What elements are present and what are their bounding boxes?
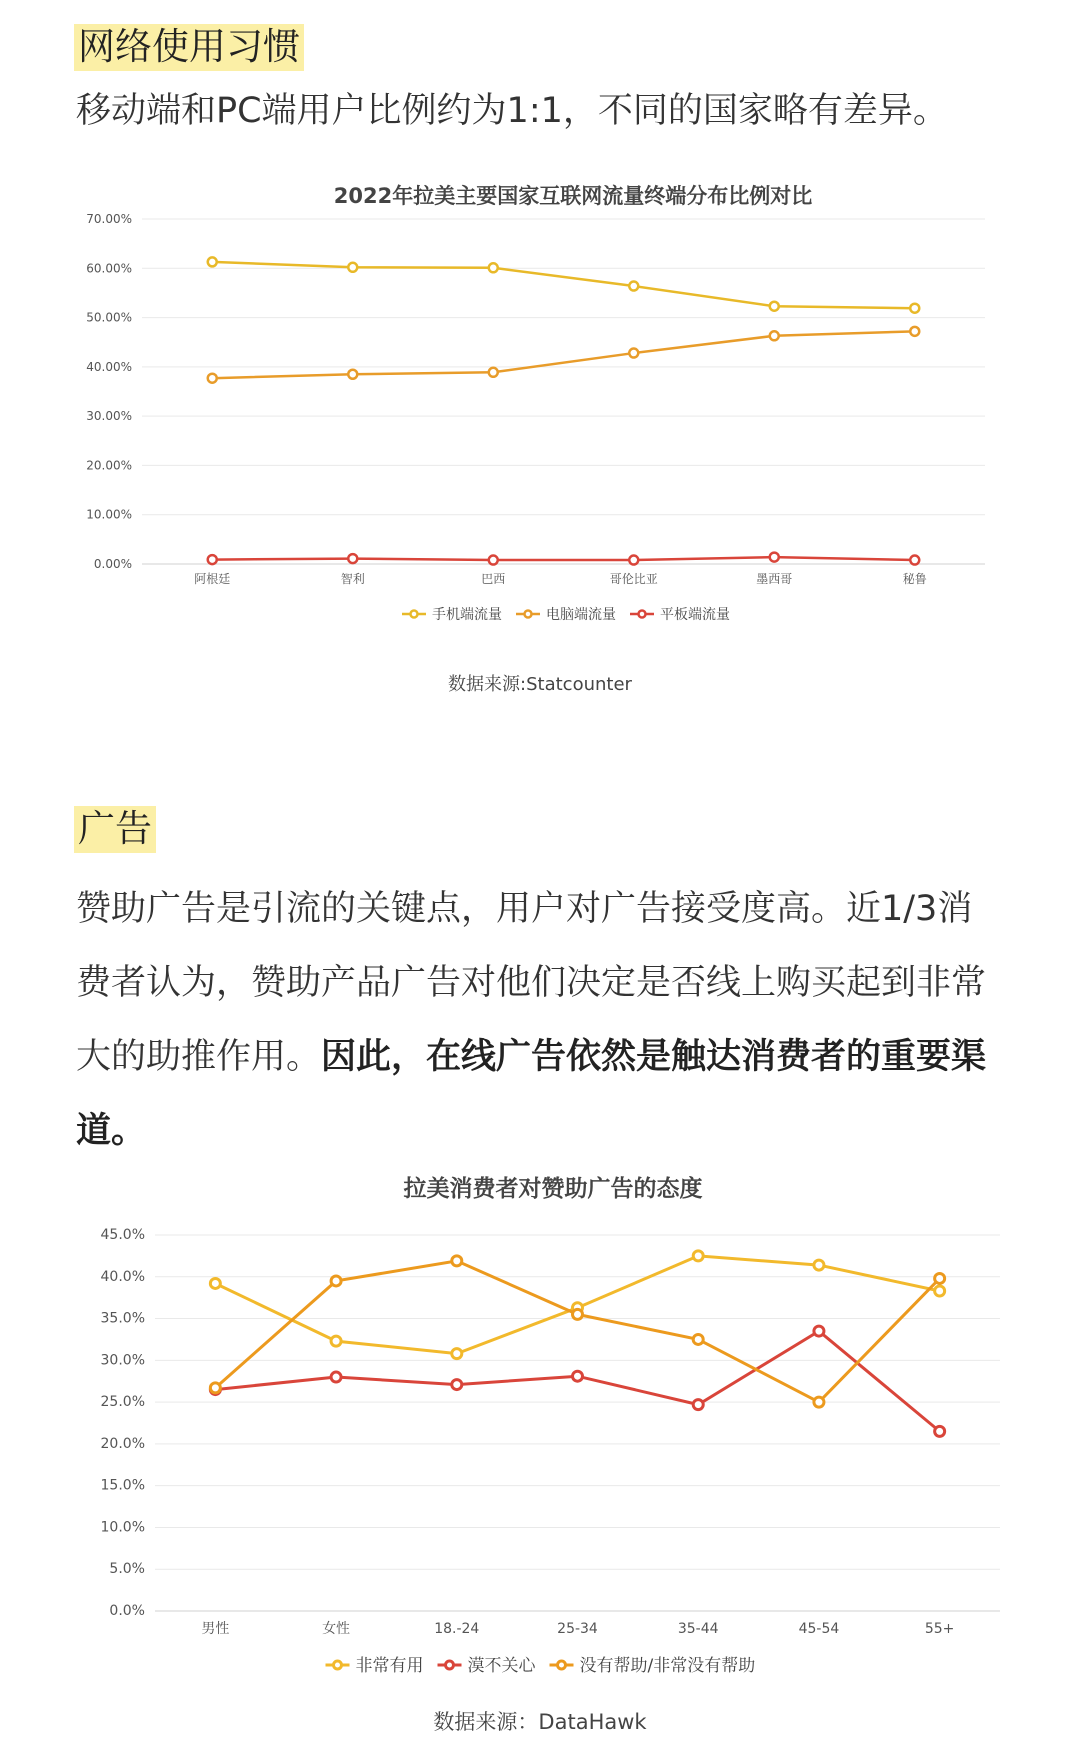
- x-tick-label: 哥伦比亚: [609, 572, 658, 586]
- y-tick-label: 0.00%: [93, 557, 132, 571]
- y-tick-label: 50.00%: [86, 310, 132, 325]
- x-tick-label: 55+: [924, 1621, 955, 1637]
- legend-swatch-marker: [446, 1661, 454, 1669]
- chart1-source: 数据来源:Statcounter: [448, 674, 632, 695]
- y-tick-label: 40.00%: [86, 359, 132, 374]
- x-tick-label: 18.-24: [434, 1621, 480, 1637]
- data-point: [693, 1400, 703, 1410]
- data-point: [935, 1286, 945, 1296]
- y-tick-label: 70.00%: [86, 212, 132, 226]
- chart-title: 2022年拉美主要国家互联网流量终端分布比例对比: [333, 184, 813, 208]
- y-tick-label: 30.00%: [86, 409, 132, 424]
- data-point: [693, 1251, 703, 1261]
- data-point: [348, 370, 357, 379]
- data-point: [910, 304, 919, 313]
- legend-swatch-marker: [639, 611, 646, 618]
- data-point: [910, 327, 919, 336]
- y-tick-label: 10.00%: [86, 507, 132, 522]
- y-tick-label: 60.00%: [86, 261, 132, 276]
- data-point: [210, 1383, 220, 1393]
- data-point: [770, 302, 779, 311]
- data-point: [693, 1334, 703, 1344]
- y-tick-label: 20.00%: [86, 458, 132, 473]
- data-point: [348, 554, 357, 563]
- y-tick-label: 20.0%: [100, 1435, 145, 1452]
- legend-swatch-marker: [334, 1661, 342, 1669]
- data-point: [208, 374, 217, 383]
- chart2-source: 数据来源：DataHawk: [433, 1710, 647, 1734]
- data-point: [489, 263, 498, 272]
- data-point: [452, 1256, 462, 1266]
- y-tick-label: 30.0%: [100, 1352, 145, 1369]
- data-point: [208, 555, 217, 564]
- data-point: [331, 1276, 341, 1286]
- data-point: [348, 263, 357, 272]
- section-heading-ads: 广告: [74, 806, 156, 853]
- legend-label: 手机端流量: [432, 607, 502, 624]
- data-point: [770, 331, 779, 340]
- data-point: [452, 1380, 462, 1390]
- section-heading-network: 网络使用习惯: [74, 24, 304, 71]
- legend-swatch-marker: [558, 1661, 566, 1669]
- data-point: [629, 349, 638, 358]
- data-point: [573, 1371, 583, 1381]
- x-tick-label: 35-44: [677, 1621, 719, 1637]
- data-point: [910, 556, 919, 565]
- y-tick-label: 40.0%: [100, 1268, 145, 1285]
- y-tick-label: 0.0%: [109, 1603, 145, 1619]
- data-point: [629, 556, 638, 565]
- y-tick-label: 10.0%: [100, 1519, 145, 1536]
- legend-label: 漠不关心: [467, 1656, 536, 1677]
- data-point: [489, 556, 498, 565]
- network-paragraph: 移动端和PC端用户比例约为1:1，不同的国家略有差异。: [76, 91, 948, 131]
- series-line: [212, 557, 915, 560]
- x-tick-label: 女性: [322, 1621, 351, 1637]
- legend-label: 非常有用: [355, 1656, 424, 1677]
- y-tick-label: 45.0%: [100, 1227, 145, 1243]
- x-tick-label: 墨西哥: [756, 572, 793, 586]
- data-point: [331, 1336, 341, 1346]
- data-point: [573, 1309, 583, 1319]
- data-point: [331, 1372, 341, 1382]
- data-point: [814, 1326, 824, 1336]
- x-tick-label: 巴西: [481, 572, 506, 586]
- y-tick-label: 25.0%: [100, 1394, 145, 1411]
- data-point: [935, 1426, 945, 1436]
- x-tick-label: 秘鲁: [902, 572, 927, 586]
- ads-paragraph-regular: 赞助广告是引流的关键点，用户对广告接受度高。近1/3消费者认为，赞助产品广告对他们决定是否线上购买起到非常大的助推作用。: [76, 889, 987, 1077]
- x-tick-label: 阿根廷: [194, 572, 231, 586]
- y-tick-label: 35.0%: [100, 1310, 145, 1327]
- legend-swatch-marker: [411, 611, 418, 618]
- data-point: [814, 1260, 824, 1270]
- ads-paragraph: [76, 872, 1006, 1168]
- chart-title: 拉美消费者对赞助广告的态度: [403, 1176, 703, 1202]
- data-point: [489, 368, 498, 377]
- y-tick-label: 5.0%: [109, 1561, 145, 1578]
- data-point: [629, 282, 638, 291]
- ads-paragraph-bold: 因此，在线广告依然是触达消费者的重要渠道。: [76, 1037, 987, 1151]
- legend-label: 没有帮助/非常没有帮助: [579, 1656, 756, 1677]
- y-tick-label: 15.0%: [100, 1477, 145, 1494]
- legend-swatch-marker: [525, 611, 532, 618]
- x-tick-label: 男性: [201, 1621, 230, 1637]
- legend-label: 电脑端流量: [546, 607, 616, 624]
- data-point: [210, 1278, 220, 1288]
- sponsored-ads-attitude-chart: [0, 1160, 1080, 1720]
- series-line: [212, 331, 915, 378]
- x-tick-label: 45-54: [798, 1621, 840, 1637]
- data-point: [814, 1397, 824, 1407]
- x-tick-label: 智利: [340, 572, 365, 586]
- data-point: [208, 257, 217, 266]
- legend-label: 平板端流量: [660, 607, 730, 624]
- data-point: [770, 553, 779, 562]
- series-line: [212, 262, 915, 308]
- data-point: [452, 1349, 462, 1359]
- x-tick-label: 25-34: [557, 1621, 598, 1637]
- data-point: [935, 1273, 945, 1283]
